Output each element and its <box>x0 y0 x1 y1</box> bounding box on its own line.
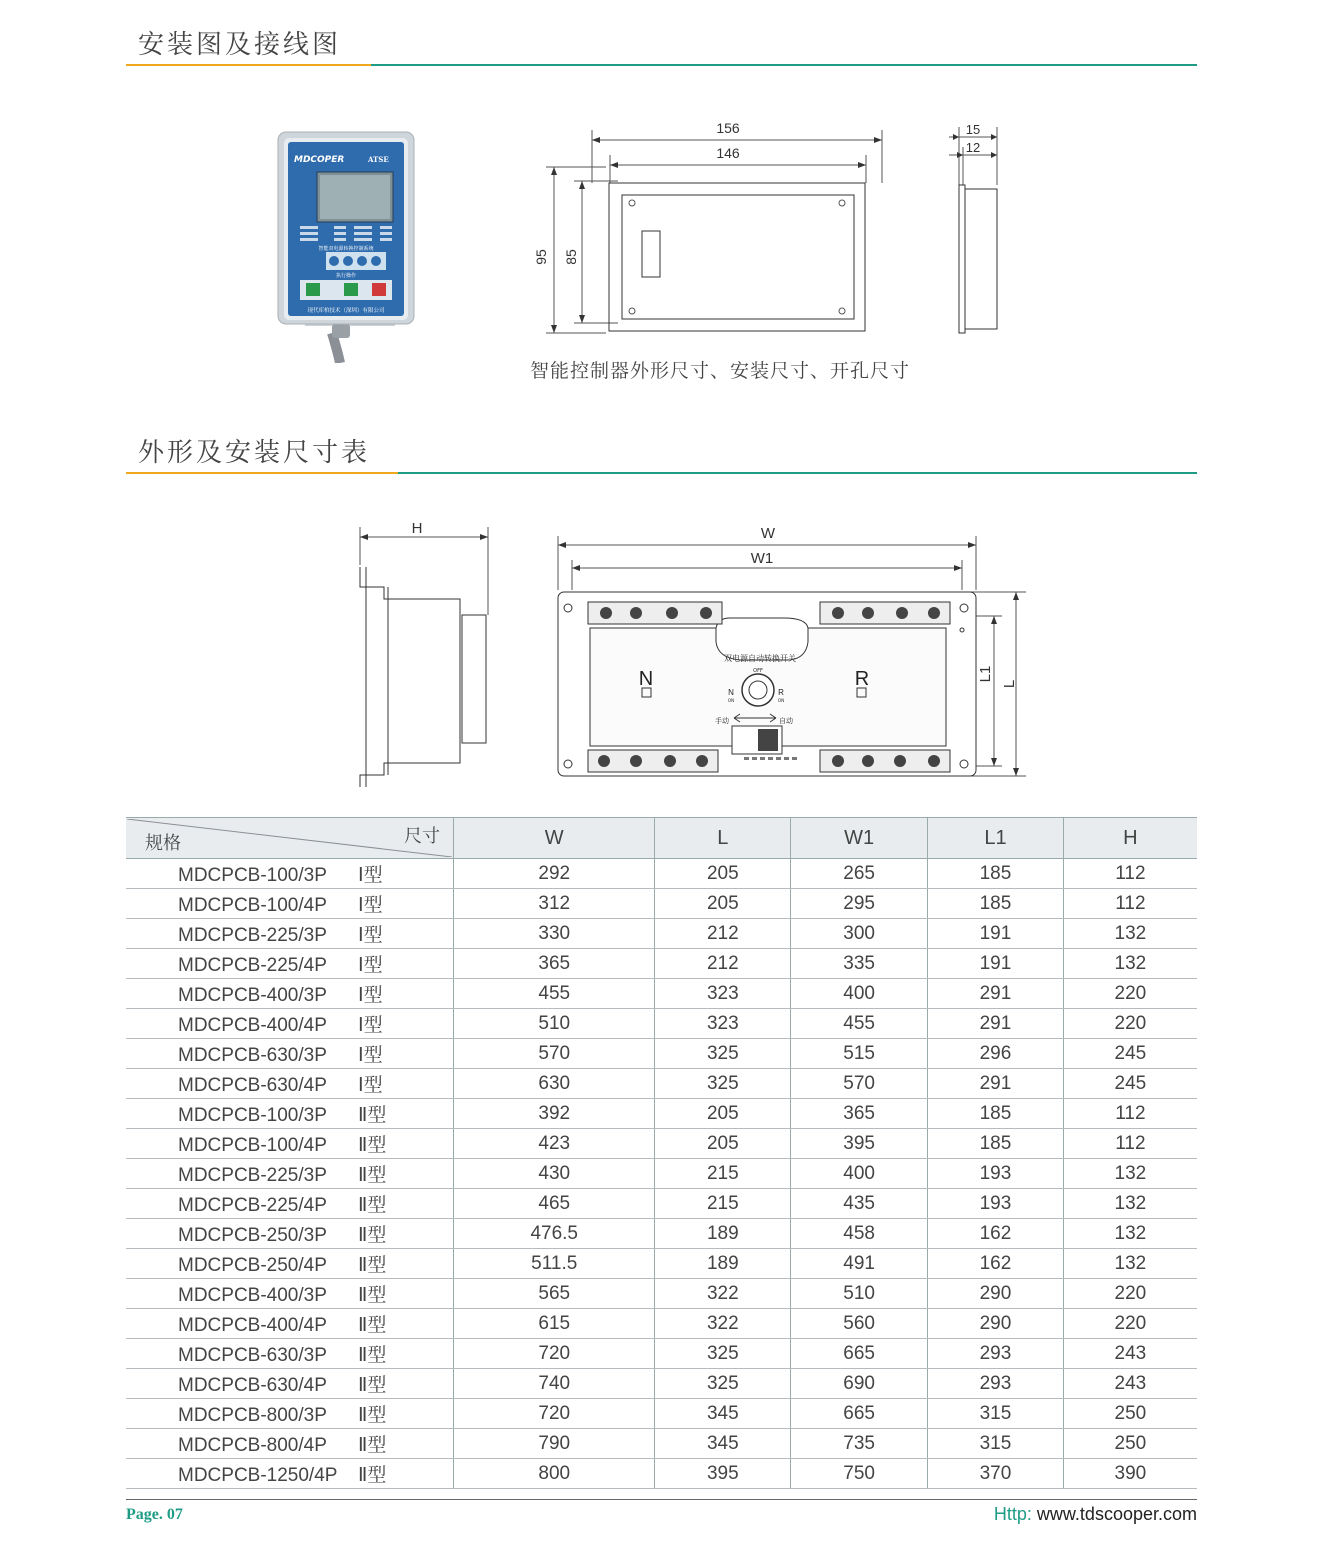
cell-l1: 193 <box>928 1159 1064 1189</box>
model-name: MDCPCB-225/4P <box>178 1195 327 1216</box>
model-cell <box>126 1009 454 1039</box>
model-cell <box>126 1249 454 1279</box>
dim-inner-width: 146 <box>716 145 740 161</box>
model-type: Ⅰ型 <box>358 1075 383 1096</box>
model-name: MDCPCB-800/4P <box>178 1435 327 1456</box>
model-name: MDCPCB-400/4P <box>178 1015 327 1036</box>
table-row <box>126 1009 1197 1039</box>
cell-w1: 335 <box>791 949 928 979</box>
model-type: Ⅱ型 <box>358 1405 387 1426</box>
model-cell <box>126 1369 454 1399</box>
model-type: Ⅱ型 <box>358 1255 387 1276</box>
model-type: Ⅰ型 <box>358 925 383 946</box>
cell-h: 112 <box>1063 1129 1197 1159</box>
cell-l1: 291 <box>928 979 1064 1009</box>
model-cell <box>126 1279 454 1309</box>
cell-w: 630 <box>454 1069 655 1099</box>
cell-w: 790 <box>454 1429 655 1459</box>
table-row <box>126 1279 1197 1309</box>
section-title-install: 安装图及接线图 <box>138 30 342 60</box>
model-name: MDCPCB-225/3P <box>178 925 327 946</box>
model-cell <box>126 1069 454 1099</box>
cell-h: 112 <box>1063 859 1197 889</box>
cell-w: 476.5 <box>454 1219 655 1249</box>
manual-label: 手动 <box>715 717 729 725</box>
cell-w: 570 <box>454 1039 655 1069</box>
cell-w1: 395 <box>791 1129 928 1159</box>
dim-w: W <box>760 525 776 542</box>
cell-l: 215 <box>655 1189 791 1219</box>
cell-l: 212 <box>655 919 791 949</box>
dim-outer-height: 95 <box>533 249 549 265</box>
panel-label: 执行操作 <box>335 273 357 279</box>
model-name: MDCPCB-225/3P <box>178 1165 327 1186</box>
cell-l1: 162 <box>928 1219 1064 1249</box>
model-type: Ⅱ型 <box>358 1105 387 1126</box>
model-cell <box>126 1099 454 1129</box>
table-row <box>126 1159 1197 1189</box>
cell-h: 220 <box>1063 1009 1197 1039</box>
cell-l1: 296 <box>928 1039 1064 1069</box>
cell-l: 212 <box>655 949 791 979</box>
cell-l1: 185 <box>928 1099 1064 1129</box>
cell-w1: 458 <box>791 1219 928 1249</box>
cell-h: 132 <box>1063 1249 1197 1279</box>
model-type: Ⅰ型 <box>358 1045 383 1066</box>
dim-w1: W1 <box>750 550 774 567</box>
cell-l: 189 <box>655 1249 791 1279</box>
table-row <box>126 1219 1197 1249</box>
table-header-row <box>126 818 1197 859</box>
cell-w1: 735 <box>791 1429 928 1459</box>
dim-l1: L1 <box>977 665 994 683</box>
table-row <box>126 979 1197 1009</box>
header-corner <box>126 818 454 859</box>
cell-h: 112 <box>1063 1099 1197 1129</box>
cell-h: 243 <box>1063 1339 1197 1369</box>
cell-w: 392 <box>454 1099 655 1129</box>
model-name: MDCPCB-400/3P <box>178 1285 327 1306</box>
dim-side-inner: 12 <box>965 140 981 155</box>
cell-w1: 491 <box>791 1249 928 1279</box>
cell-h: 112 <box>1063 889 1197 919</box>
cell-l1: 291 <box>928 1069 1064 1099</box>
cell-l: 345 <box>655 1429 791 1459</box>
company-label: 现代库柏技术（深圳）有限公司 <box>307 308 385 314</box>
knob-n-on: ON <box>727 698 735 703</box>
header-w1: W1 <box>791 818 928 859</box>
cell-h: 132 <box>1063 1189 1197 1219</box>
cell-w: 292 <box>454 859 655 889</box>
table-row <box>126 1039 1197 1069</box>
header-l1: L1 <box>928 818 1064 859</box>
model-name: MDCPCB-630/3P <box>178 1045 327 1066</box>
cell-l: 205 <box>655 889 791 919</box>
cell-w: 430 <box>454 1159 655 1189</box>
model-cell <box>126 949 454 979</box>
cell-w: 565 <box>454 1279 655 1309</box>
auto-key <box>306 283 320 296</box>
cell-w1: 665 <box>791 1339 928 1369</box>
cell-w1: 365 <box>791 1099 928 1129</box>
model-cell <box>126 889 454 919</box>
cell-h: 132 <box>1063 949 1197 979</box>
cell-w1: 570 <box>791 1069 928 1099</box>
source-r-label: R <box>854 668 870 690</box>
cell-h: 250 <box>1063 1399 1197 1429</box>
model-type: Ⅱ型 <box>358 1465 387 1486</box>
model-name: MDCPCB-400/3P <box>178 985 327 1006</box>
table-row <box>126 1399 1197 1429</box>
model-name: MDCPCB-250/4P <box>178 1255 327 1276</box>
cell-w: 312 <box>454 889 655 919</box>
cell-w1: 515 <box>791 1039 928 1069</box>
cell-l: 395 <box>655 1459 791 1489</box>
cell-w: 615 <box>454 1309 655 1339</box>
cell-w: 511.5 <box>454 1249 655 1279</box>
cell-w1: 300 <box>791 919 928 949</box>
header-h: H <box>1063 818 1197 859</box>
cell-l1: 293 <box>928 1369 1064 1399</box>
model-type: Ⅱ型 <box>358 1165 387 1186</box>
cell-w1: 560 <box>791 1309 928 1339</box>
cell-l1: 315 <box>928 1399 1064 1429</box>
cell-w: 455 <box>454 979 655 1009</box>
footer-url[interactable] <box>994 1504 1197 1525</box>
model-type: Ⅱ型 <box>358 1435 387 1456</box>
cell-w: 423 <box>454 1129 655 1159</box>
model-type: Ⅱ型 <box>358 1285 387 1306</box>
cell-l1: 290 <box>928 1309 1064 1339</box>
model-cell <box>126 859 454 889</box>
knob-n-label: N <box>728 688 734 697</box>
knob-off-label: OFF <box>753 668 763 674</box>
table-row <box>126 1189 1197 1219</box>
cell-l1: 185 <box>928 859 1064 889</box>
model-type: Ⅰ型 <box>358 955 383 976</box>
cell-w: 720 <box>454 1339 655 1369</box>
cell-l1: 315 <box>928 1429 1064 1459</box>
cell-h: 132 <box>1063 919 1197 949</box>
model-type: Ⅰ型 <box>358 895 383 916</box>
cell-l1: 191 <box>928 949 1064 979</box>
model-name: MDCPCB-400/4P <box>178 1315 327 1336</box>
cell-w1: 750 <box>791 1459 928 1489</box>
url-label: Http: <box>993 1504 1032 1524</box>
table-row <box>126 1249 1197 1279</box>
controller-side-drawing <box>945 115 1005 340</box>
controller-front-drawing <box>530 115 890 345</box>
figure-caption: 智能控制器外形尺寸、安装尺寸、开孔尺寸 <box>530 360 911 382</box>
table-row <box>126 1069 1197 1099</box>
model-label: ATSE <box>368 155 389 164</box>
model-type: Ⅱ型 <box>358 1135 387 1156</box>
dim-h: H <box>411 520 423 537</box>
cell-h: 245 <box>1063 1039 1197 1069</box>
brand-label: MDCOPER <box>294 155 345 165</box>
title-underline-orange-2 <box>126 472 398 474</box>
cell-h: 220 <box>1063 1309 1197 1339</box>
cell-l: 325 <box>655 1369 791 1399</box>
cell-h: 243 <box>1063 1369 1197 1399</box>
model-type: Ⅱ型 <box>358 1225 387 1246</box>
dim-inner-height: 85 <box>563 249 579 265</box>
cell-l1: 293 <box>928 1339 1064 1369</box>
table-row <box>126 1459 1197 1489</box>
cell-h: 220 <box>1063 979 1197 1009</box>
title-underline-orange <box>126 64 371 66</box>
cell-w: 365 <box>454 949 655 979</box>
table-row <box>126 1309 1197 1339</box>
cell-l: 325 <box>655 1039 791 1069</box>
selector-knob <box>742 674 774 706</box>
model-type: Ⅱ型 <box>358 1345 387 1366</box>
cell-h: 220 <box>1063 1279 1197 1309</box>
table-row <box>126 1339 1197 1369</box>
switch-front-drawing <box>550 518 1030 783</box>
dim-outer-width: 156 <box>716 120 740 136</box>
cell-w1: 400 <box>791 979 928 1009</box>
cell-l: 325 <box>655 1339 791 1369</box>
cell-l: 323 <box>655 979 791 1009</box>
model-name: MDCPCB-100/4P <box>178 1135 327 1156</box>
table-row <box>126 859 1197 889</box>
model-cell <box>126 1459 454 1489</box>
model-name: MDCPCB-100/4P <box>178 895 327 916</box>
cell-l: 322 <box>655 1309 791 1339</box>
model-name: MDCPCB-225/4P <box>178 955 327 976</box>
cell-l1: 185 <box>928 889 1064 919</box>
header-w: W <box>454 818 655 859</box>
cell-l1: 191 <box>928 919 1064 949</box>
model-type: Ⅰ型 <box>358 865 383 886</box>
cell-w: 720 <box>454 1399 655 1429</box>
model-cell <box>126 1399 454 1429</box>
model-name: MDCPCB-800/3P <box>178 1405 327 1426</box>
cell-l: 345 <box>655 1399 791 1429</box>
controller-photo <box>270 128 420 363</box>
model-cell <box>126 979 454 1009</box>
knob-r-label: R <box>778 688 784 697</box>
model-type: Ⅰ型 <box>358 1015 383 1036</box>
cell-l1: 162 <box>928 1249 1064 1279</box>
knob-r-on: ON <box>777 698 785 703</box>
cell-w: 510 <box>454 1009 655 1039</box>
cell-h: 390 <box>1063 1459 1197 1489</box>
cell-w1: 665 <box>791 1399 928 1429</box>
cell-l: 205 <box>655 859 791 889</box>
manual-key <box>344 283 358 296</box>
url-text: www.tdscooper.com <box>1036 1504 1197 1524</box>
switch-side-drawing <box>350 515 500 795</box>
model-type: Ⅱ型 <box>358 1315 387 1336</box>
cell-h: 132 <box>1063 1219 1197 1249</box>
model-cell <box>126 1189 454 1219</box>
cell-w: 800 <box>454 1459 655 1489</box>
model-name: MDCPCB-100/3P <box>178 1105 327 1126</box>
model-type: Ⅱ型 <box>358 1195 387 1216</box>
cell-w1: 435 <box>791 1189 928 1219</box>
cell-h: 250 <box>1063 1429 1197 1459</box>
cell-w: 465 <box>454 1189 655 1219</box>
model-cell <box>126 1429 454 1459</box>
cell-l: 189 <box>655 1219 791 1249</box>
model-cell <box>126 1219 454 1249</box>
controller-subtitle: 智能双电源转换控制系统 <box>318 246 374 252</box>
auto-label: 自动 <box>779 717 793 725</box>
cell-l1: 290 <box>928 1279 1064 1309</box>
table-row <box>126 1369 1197 1399</box>
model-name: MDCPCB-630/4P <box>178 1375 327 1396</box>
cell-w1: 510 <box>791 1279 928 1309</box>
model-cell <box>126 919 454 949</box>
footer-rule <box>126 1499 1197 1500</box>
cell-l1: 185 <box>928 1129 1064 1159</box>
cell-w1: 400 <box>791 1159 928 1189</box>
cell-w1: 295 <box>791 889 928 919</box>
header-spec: 规格 <box>145 833 181 853</box>
switch-title: 双电源自动转换开关 <box>724 654 796 663</box>
cell-w1: 455 <box>791 1009 928 1039</box>
cell-l: 325 <box>655 1069 791 1099</box>
model-name: MDCPCB-250/3P <box>178 1225 327 1246</box>
title-underline-green <box>371 64 1197 66</box>
source-n-label: N <box>638 668 654 690</box>
table-row <box>126 919 1197 949</box>
model-cell <box>126 1159 454 1189</box>
cell-l1: 193 <box>928 1189 1064 1219</box>
model-cell <box>126 1339 454 1369</box>
cell-h: 132 <box>1063 1159 1197 1189</box>
model-type: Ⅰ型 <box>358 985 383 1006</box>
header-l: L <box>655 818 791 859</box>
title-underline-green-2 <box>398 472 1197 474</box>
model-cell <box>126 1309 454 1339</box>
model-cell <box>126 1129 454 1159</box>
section-title-dimensions: 外形及安装尺寸表 <box>138 438 371 468</box>
cell-l: 323 <box>655 1009 791 1039</box>
cell-l: 322 <box>655 1279 791 1309</box>
cell-w: 740 <box>454 1369 655 1399</box>
dimension-table <box>126 817 1197 1489</box>
cell-l1: 370 <box>928 1459 1064 1489</box>
cell-w1: 265 <box>791 859 928 889</box>
cell-l: 205 <box>655 1129 791 1159</box>
model-name: MDCPCB-100/3P <box>178 865 327 886</box>
cell-l: 205 <box>655 1099 791 1129</box>
dim-side-outer: 15 <box>965 122 981 137</box>
table-row <box>126 1129 1197 1159</box>
model-name: MDCPCB-630/4P <box>178 1075 327 1096</box>
model-type: Ⅱ型 <box>358 1375 387 1396</box>
table-row <box>126 1099 1197 1129</box>
cell-l: 215 <box>655 1159 791 1189</box>
cell-l1: 291 <box>928 1009 1064 1039</box>
table-row <box>126 949 1197 979</box>
model-name: MDCPCB-1250/4P <box>178 1465 338 1486</box>
dim-l: L <box>1001 679 1018 689</box>
page-number: Page. 07 <box>126 1506 183 1523</box>
stop-key <box>372 283 386 296</box>
model-name: MDCPCB-630/3P <box>178 1345 327 1366</box>
model-cell <box>126 1039 454 1069</box>
table-row <box>126 1429 1197 1459</box>
header-dimension: 尺寸 <box>404 826 440 846</box>
cell-w: 330 <box>454 919 655 949</box>
cell-h: 245 <box>1063 1069 1197 1099</box>
table-row <box>126 889 1197 919</box>
cell-w1: 690 <box>791 1369 928 1399</box>
